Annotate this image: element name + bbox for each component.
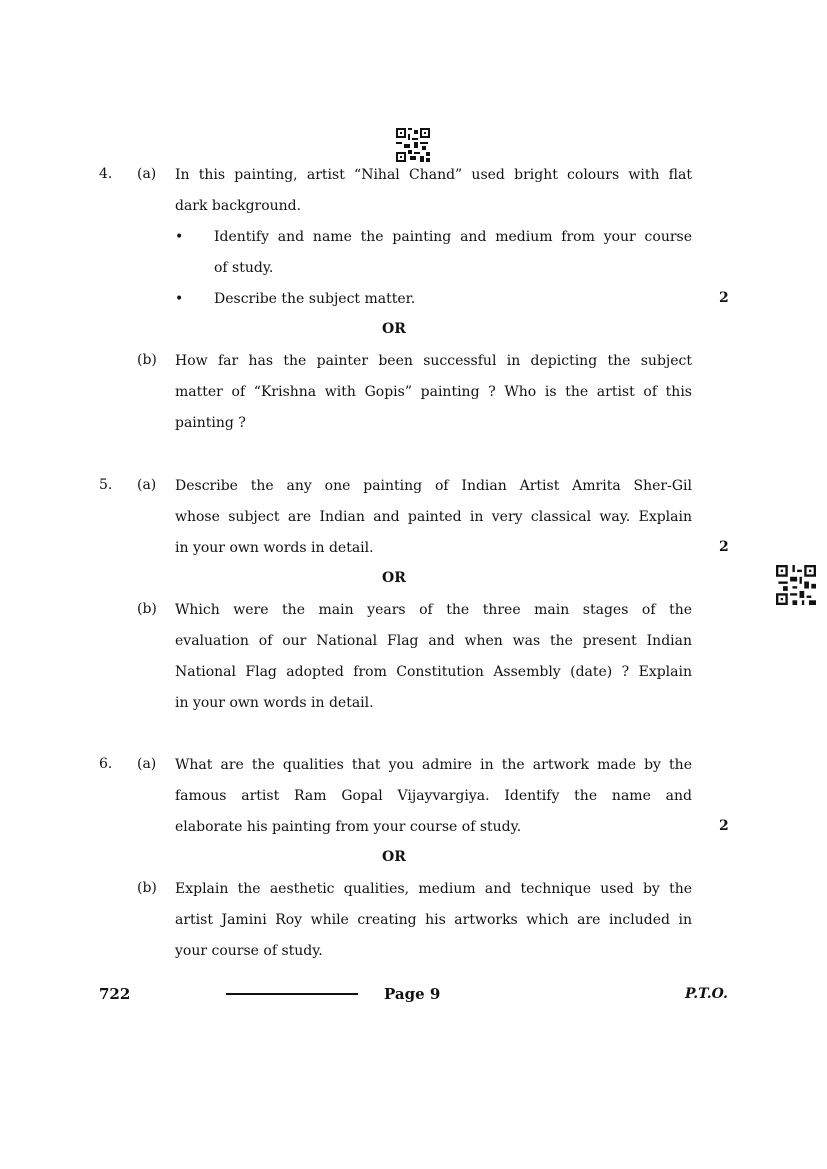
paper-code: 722: [99, 985, 131, 1003]
marks: 2: [719, 290, 729, 306]
bullet-text-line: Describe the subject matter.: [214, 291, 416, 307]
question-text-line: elaborate his painting from your course of study.: [175, 819, 522, 835]
question-text-line: What are the qualities that you admire in the artwork made by the: [175, 757, 692, 773]
question-number: 6.: [99, 756, 113, 772]
or-separator: OR: [382, 321, 406, 337]
bullet-icon: •: [175, 229, 184, 245]
part-label: (a): [137, 756, 157, 772]
bullet-text-line: Identify and name the painting and medium from your course: [214, 229, 692, 245]
question-text-line: National Flag adopted from Constitution Assembly (date) ? Explain: [175, 664, 692, 680]
question-text-line: artist Jamini Roy while creating his artworks which are included in: [175, 912, 692, 928]
part-label: (b): [137, 352, 157, 368]
question-text-line: famous artist Ram Gopal Vijayvargiya. Identify the name and: [175, 788, 692, 804]
question-text-line: Explain the aesthetic qualities, medium and technique used by the: [175, 881, 692, 897]
question-number: 4.: [99, 166, 113, 182]
question-text-line: dark background.: [175, 198, 302, 214]
pto-label: P.T.O.: [685, 986, 728, 1002]
bullet-text-line: of study.: [214, 260, 274, 276]
question-text-line: How far has the painter been successful in depicting the subject: [175, 353, 692, 369]
question-text-line: Which were the main years of the three main stages of the: [175, 602, 692, 618]
marks: 2: [719, 818, 729, 834]
question-text-line: in your own words in detail.: [175, 540, 374, 556]
question-text-line: In this painting, artist “Nihal Chand” used bright colours with flat: [175, 167, 692, 183]
question-text-line: evaluation of our National Flag and when was the present Indian: [175, 633, 692, 649]
marks: 2: [719, 539, 729, 555]
page-number: Page 9: [384, 985, 441, 1003]
question-text-line: Describe the any one painting of Indian Artist Amrita Sher-Gil: [175, 478, 692, 494]
question-text-line: matter of “Krishna with Gopis” painting ? Who is the artist of this: [175, 384, 692, 400]
question-text-line: whose subject are Indian and painted in very classical way. Explain: [175, 509, 692, 525]
or-separator: OR: [382, 570, 406, 586]
qr-code-icon: [776, 565, 816, 605]
or-separator: OR: [382, 849, 406, 865]
bullet-icon: •: [175, 291, 184, 307]
question-text-line: in your own words in detail.: [175, 695, 374, 711]
question-text-line: painting ?: [175, 415, 246, 431]
part-label: (a): [137, 166, 157, 182]
part-label: (b): [137, 880, 157, 896]
part-label: (a): [137, 477, 157, 493]
question-text-line: your course of study.: [175, 943, 323, 959]
qr-code-icon: [396, 128, 430, 162]
footer-divider: [226, 993, 358, 995]
question-number: 5.: [99, 477, 113, 493]
part-label: (b): [137, 601, 157, 617]
